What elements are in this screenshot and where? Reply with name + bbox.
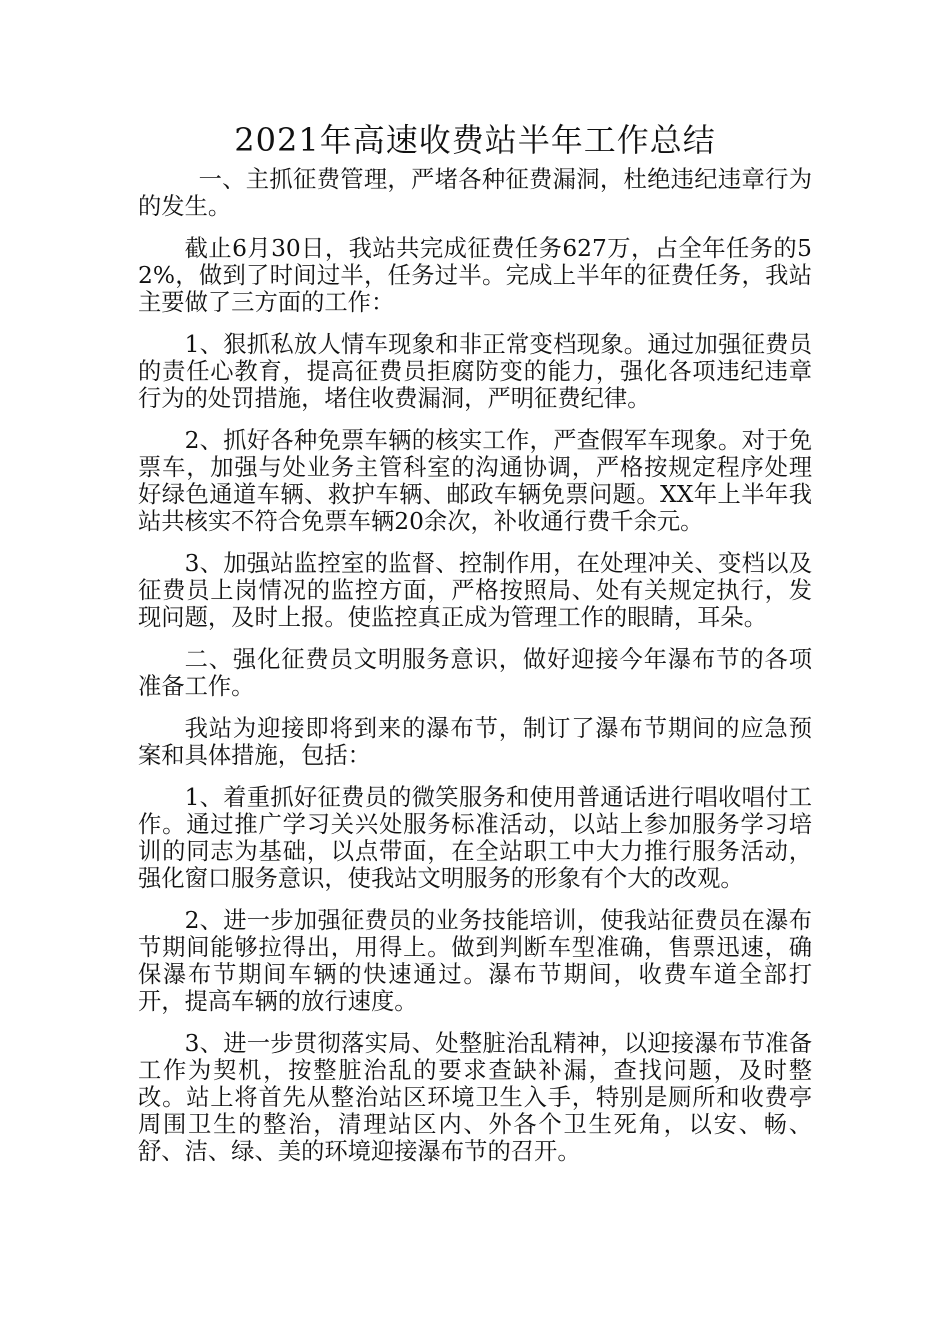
paragraph-item-3: 3、加强站监控室的监督、控制作用，在处理冲关、变档以及征费员上岗情况的监控方面，严格按照局、处有关规定执行，发现问题，及时上报。使监控真正成为管理工作的眼睛，耳朵。 [138, 550, 812, 631]
paragraph-festival-item-3: 3、进一步贯彻落实局、处整脏治乱精神，以迎接瀑布节准备工作为契机，按整脏治乱的要求查缺补漏，查找问题，及时整改。站上将首先从整治站区环境卫生入手，特别是厕所和收费亭周围卫生的整治，清理站区内、外各个卫生死角，以安、畅、舒、洁、绿、美的环境迎接瀑布节的召开。 [138, 1030, 812, 1165]
paragraph-festival-item-1: 1、着重抓好征费员的微笑服务和使用普通话进行唱收唱付工作。通过推广学习关兴处服务标准活动，以站上参加服务学习培训的同志为基础，以点带面，在全站职工中大力推行服务活动，强化窗口服务意识，使我站文明服务的形象有个大的改观。 [138, 784, 812, 892]
paragraph-festival-item-2: 2、进一步加强征费员的业务技能培训，使我站征费员在瀑布节期间能够拉得出，用得上。做到判断车型准确，售票迅速，确保瀑布节期间车辆的快速通过。瀑布节期间，收费车道全部打开，提高车辆的放行速度。 [138, 907, 812, 1015]
paragraph-section-one-heading: 一、主抓征费管理，严堵各种征费漏洞，杜绝违纪违章行为的发生。 [138, 166, 812, 220]
paragraph-festival-intro: 我站为迎接即将到来的瀑布节，制订了瀑布节期间的应急预案和具体措施，包括： [138, 715, 812, 769]
paragraph-item-1: 1、狠抓私放人情车现象和非正常变档现象。通过加强征费员的责任心教育，提高征费员拒腐防变的能力，强化各项违纪违章行为的处罚措施，堵住收费漏洞，严明征费纪律。 [138, 331, 812, 412]
paragraph-fee-summary: 截止6月30日，我站共完成征费任务627万，占全年任务的52%，做到了时间过半，任务过半。完成上半年的征费任务，我站主要做了三方面的工作： [138, 235, 812, 316]
paragraph-item-2: 2、抓好各种免票车辆的核实工作，严查假军车现象。对于免票车，加强与处业务主管科室的沟通协调，严格按规定程序处理好绿色通道车辆、救护车辆、邮政车辆免票问题。XX年上半年我站共核实不符合免票车辆20余次，补收通行费千余元。 [138, 427, 812, 535]
paragraph-section-two-heading: 二、强化征费员文明服务意识，做好迎接今年瀑布节的各项准备工作。 [138, 646, 812, 700]
document-title: 2021年高速收费站半年工作总结 [234, 121, 716, 159]
